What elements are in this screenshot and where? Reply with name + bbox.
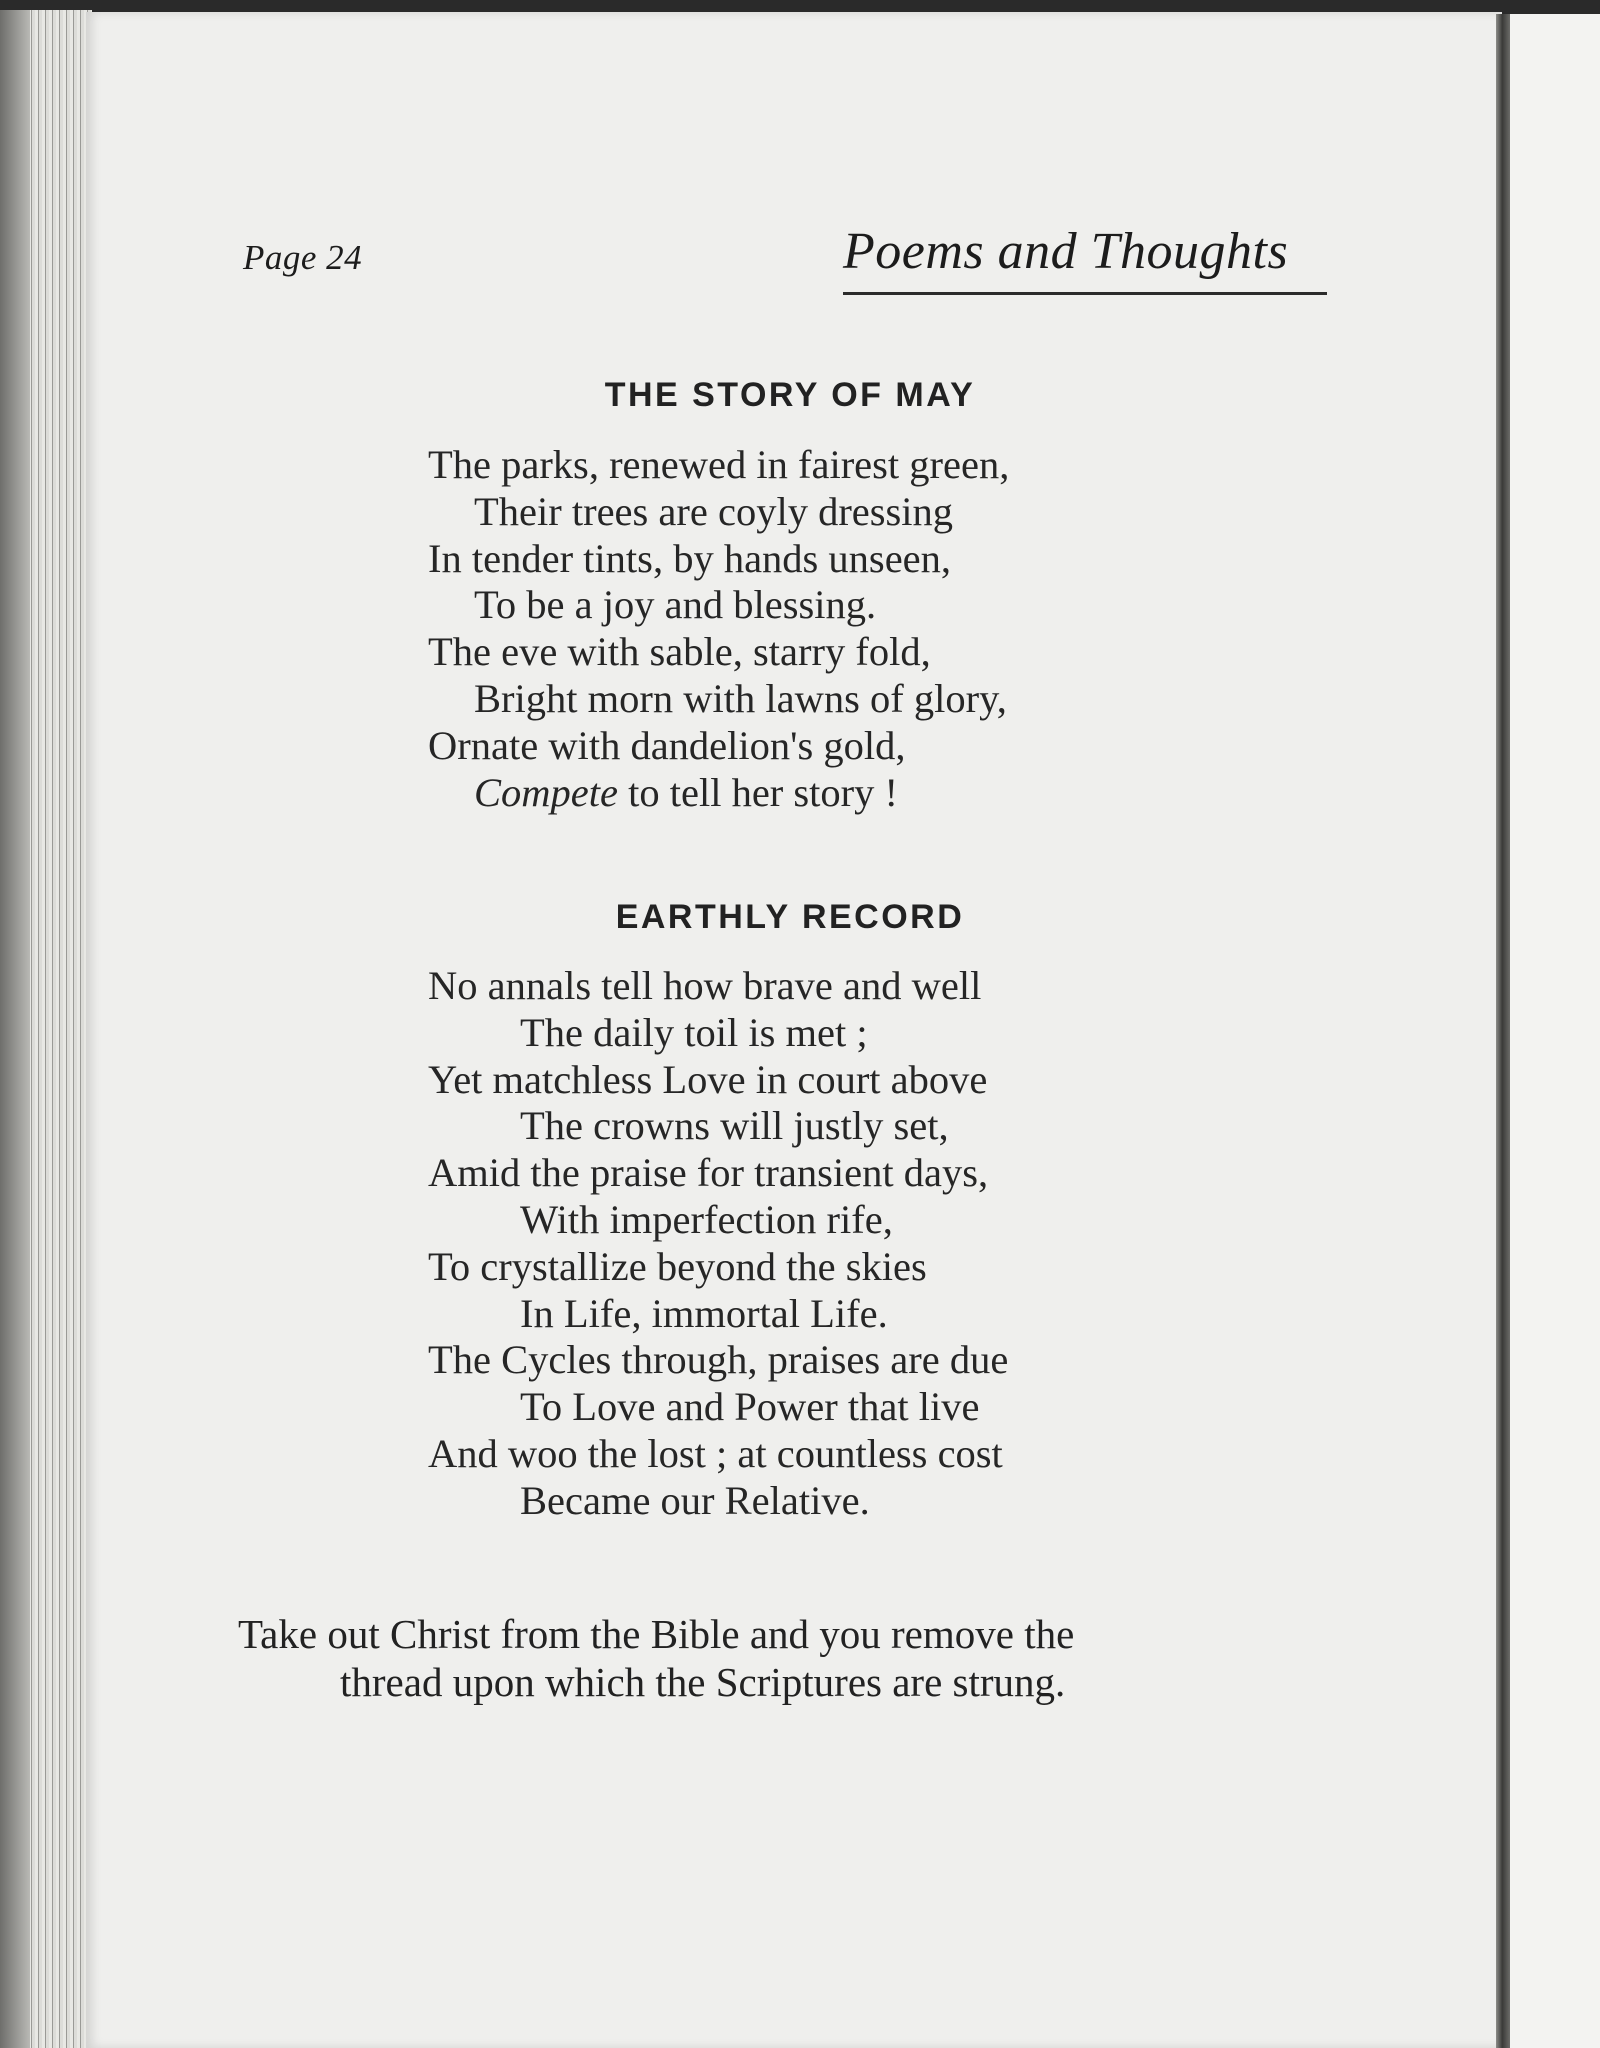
closing-thought-line-1: Take out Christ from the Bible and you remove the	[238, 1611, 1075, 1657]
verse-line: The Cycles through, praises are due	[428, 1337, 1009, 1383]
verse-line: With imperfection rife,	[520, 1196, 893, 1242]
italic-word: Compete	[474, 769, 618, 815]
verse-line: In tender tints, by hands unseen,	[428, 535, 952, 581]
verse-line: To crystallize beyond the skies	[428, 1243, 927, 1289]
header-rule	[843, 292, 1327, 295]
closing-thought-line-2: thread upon which the Scriptures are strung.	[340, 1659, 1066, 1705]
verse-line: The eve with sable, starry fold,	[428, 629, 931, 675]
verse-line: To be a joy and blessing.	[474, 582, 877, 628]
poem-title-earthly-record: EARTHLY RECORD	[615, 898, 965, 936]
page-number: Page 24	[243, 238, 363, 277]
closing-thought	[238, 1610, 1338, 1706]
verse-line: Became our Relative.	[520, 1477, 870, 1523]
verse-line: In Life, immortal Life.	[520, 1290, 888, 1336]
running-title: Poems and Thoughts	[843, 223, 1289, 280]
verse-line: The crowns will justly set,	[520, 1103, 949, 1149]
verse-line: Amid the praise for transient days,	[428, 1150, 989, 1196]
verse-line: To Love and Power that live	[520, 1384, 980, 1430]
verse-line: The daily toil is met ;	[520, 1009, 868, 1055]
verse-line: No annals tell how brave and well	[428, 963, 982, 1008]
verse-line: And woo the lost ; at countless cost	[428, 1430, 1003, 1476]
poem-earthly-record	[428, 963, 1008, 1525]
poem-story-of-may	[428, 442, 1009, 816]
verse-line: Ornate with dandelion's gold,	[428, 722, 906, 768]
verse-line: Compete to tell her story !	[474, 769, 899, 815]
poem-title-story-of-may: THE STORY OF MAY	[604, 376, 976, 414]
verse-line: The parks, renewed in fairest green,	[428, 442, 1010, 487]
verse-line: Bright morn with lawns of glory,	[474, 675, 1007, 721]
verse-line: Yet matchless Love in court above	[428, 1056, 988, 1102]
verse-line: Their trees are coyly dressing	[474, 488, 954, 534]
